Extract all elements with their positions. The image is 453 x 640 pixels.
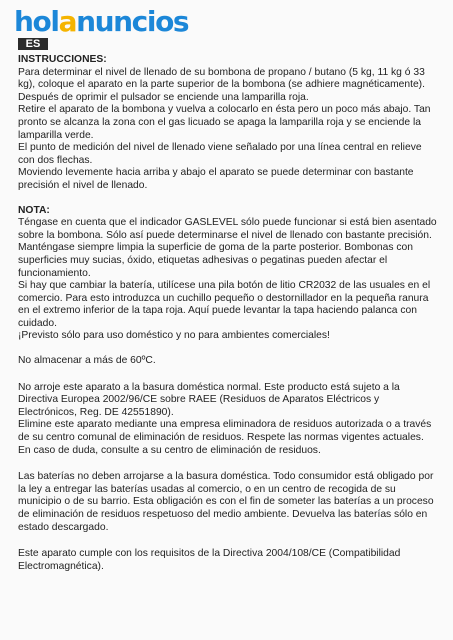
disposal-paragraph: No arroje este aparato a la basura doméstica normal. Este producto está sujeto a la Directiva Europea 2002/96/CE sobre RAEE (Residuos de Aparatos Eléctricos y Electrónicos, Reg. DE 42551890). [18,381,400,418]
logo-text-part3: nuncios [76,5,189,38]
storage-warning: No almacenar a más de 60ºC. [18,355,156,367]
disposal-paragraph: Elimine este aparato mediante una empresa eliminadora de residuos autorizada o a través de su centro comunal de eliminación de residuos. Respete las normas vigentes actuales. En caso de duda, consulte a su centro de eliminación de residuos. [18,419,432,456]
instructions-paragraph: El punto de medición del nivel de llenado viene señalado por una línea central en relieve con dos flechas. [18,142,422,166]
instruction-document [18,54,438,573]
note-paragraph: ¡Previsto sólo para uso doméstico y no para ambientes comerciales! [18,330,330,342]
note-paragraph: Téngase en cuenta que el indicador GASLEVEL sólo puede funcionar si está bien asentado sobre la bombona. Sólo así puede determinarse el nivel de llenado con bastante precisión. Manténgase siempre limpia la superficie de goma de la parte posterior. Bombonas con superficies muy sucias, óxido, etiquetas adhesivas o pegatinas pueden afectar el funcionamiento. [18,217,437,279]
language-badge: ES [18,38,48,50]
instructions-paragraph: Retire el aparato de la bombona y vuelva a colocarlo en ésta pero un poco más abajo. Tan pronto se alcanza la zona con el gas licuado se apaga la lamparilla roja y se enciende la lamparilla verde. [18,104,431,141]
logo-text-part1: hol [14,5,59,38]
note-paragraph: Si hay que cambiar la batería, utilícese una pila botón de litio CR2032 de las usuales en el comercio. Para esto introduzca un cuchillo pequeño o destornillador en la pequeña ranura en el extremo inferior de la tapa roja. Aquí puede levantar la tapa haciendo palanca con cuidado. [18,280,431,329]
note-heading: NOTA: [18,204,50,216]
instructions-paragraph: Moviendo levemente hacia arriba y abajo el aparato se puede determinar con bastante precisión el nivel de llenado. [18,167,414,191]
compliance-paragraph: Este aparato cumple con los requisitos de la Directiva 2004/108/CE (Compatibilidad Electromagnética). [18,548,401,572]
instructions-paragraph: Después de oprimir el pulsador se enciende una lamparilla roja. [18,91,309,103]
logo-text-part2: a [58,5,77,38]
instructions-paragraph: Para determinar el nivel de llenado de su bombona de propano / butano (5 kg, 11 kg ó 33 kg), coloque el aparato en la parte superior de la bombona (se adhiere magnéticamente). [18,66,425,91]
instructions-heading: INSTRUCCIONES: [18,54,107,65]
battery-disposal-paragraph: Las baterías no deben arrojarse a la basura doméstica. Todo consumidor está obligado por la ley a entregar las baterías usadas al comercio, o en un centro de recogida de su municipio o de su barrio. Esta obligación es con el fin de someter las baterías a un proceso de eliminación de residuos respetuoso del medio ambiente. Devuelva las baterías sólo en estado descargado. [18,471,434,533]
holanuncios-logo [14,4,188,40]
